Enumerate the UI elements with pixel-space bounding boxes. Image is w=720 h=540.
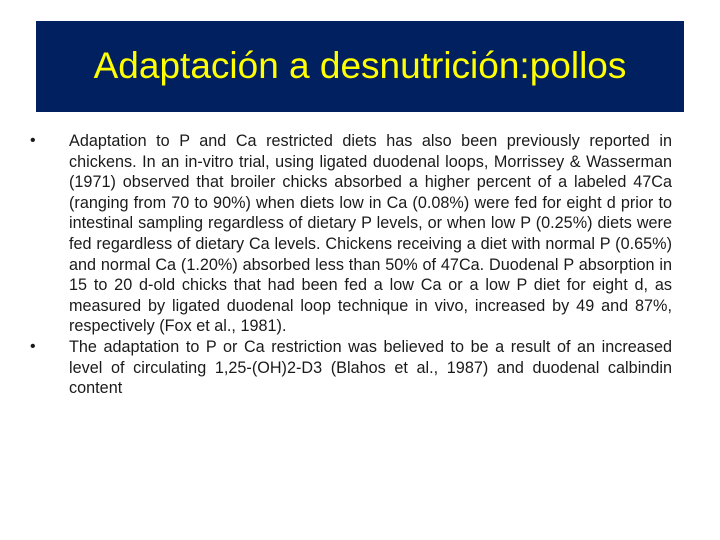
bullet-text-2: The adaptation to P or Ca restriction was believed to be a result of an increased level of circulating 1,25-(OH)2-D3 (Blahos et al., 1987) and duodenal calbindin content bbox=[69, 337, 672, 398]
bullet-text-1: Adaptation to P and Ca restricted diets has also been previously reported in chickens. In an in-vitro trial, using ligated duodenal loops, Morrissey & Wasserman (1971) observed that broiler chicks absorbed a higher percent of a labeled 47Ca (ranging from 70 to 90%) when diets low in Ca (0.08%) were fed for eight d prior to intestinal sampling regardless of dietary P levels, or when low P (0.25%) diets were fed regardless of dietary Ca levels. Chickens receiving a diet with normal P (0.65%) and normal Ca (1.20%) absorbed less than 50% of 47Ca. Duodenal P absorption in 15 to 20 d-old chicks that had been fed a low Ca or a low P diet for eight d, as measured by ligated duodenal loop technique in vivo, increased by 49 and 87%, respectively (Fox et al., 1981). bbox=[69, 132, 672, 336]
bullet-item-2 bbox=[30, 337, 672, 399]
title-bar bbox=[36, 21, 684, 112]
bullet-marker: • bbox=[30, 132, 36, 149]
slide-title: Adaptación a desnutrición:pollos bbox=[93, 45, 627, 86]
bullet-marker: • bbox=[30, 337, 36, 355]
bullet-item-1 bbox=[30, 131, 672, 337]
bullet-list bbox=[30, 131, 672, 399]
